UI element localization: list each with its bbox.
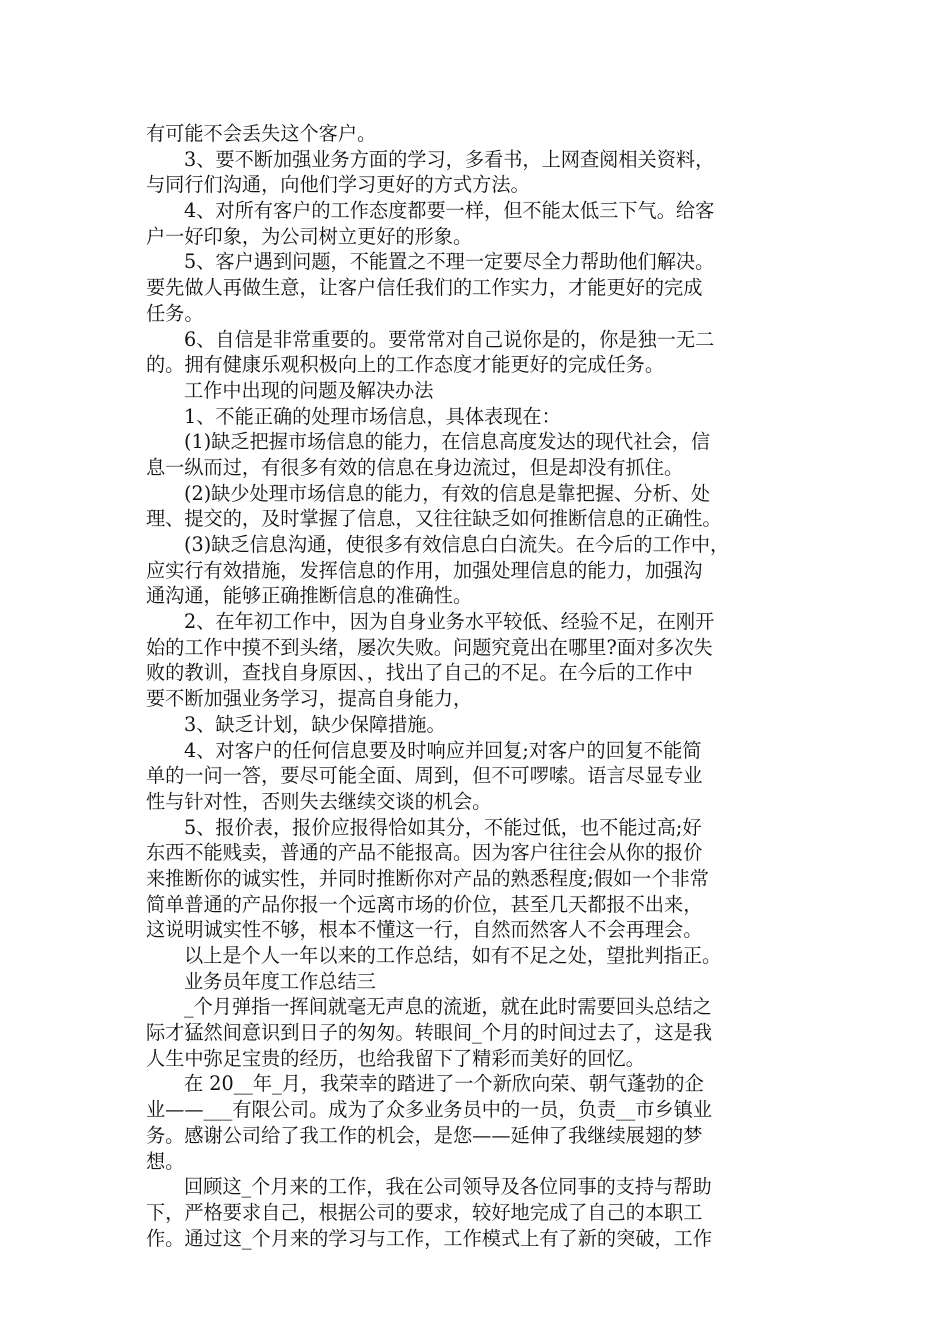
text-line: 始的工作中摸不到头绪，屡次失败。问题究竟出在哪里?面对多次失: [146, 635, 713, 659]
text-line: 5、客户遇到问题，不能置之不理一定要尽全力帮助他们解决。: [184, 250, 715, 274]
text-line: 东西不能贱卖，普通的产品不能报高。因为客户往往会从你的报价: [146, 841, 703, 865]
text-line: 以上是个人一年以来的工作总结，如有不足之处，望批判指正。: [184, 944, 722, 967]
text-line: 4、对所有客户的工作态度都要一样，但不能太低三下气。给客: [184, 199, 715, 223]
text-line: 5、报价表，报价应报得恰如其分，不能过低，也不能过高;好: [184, 815, 702, 839]
text-line: 单的一问一答，要尽可能全面、周到，但不可啰嗦。语言尽显专业: [146, 764, 703, 788]
document-body: [146, 121, 806, 1251]
text-line: 息一纵而过，有很多有效的信息在身边流过，但是却没有抓住。: [146, 455, 684, 479]
text-line: _个月弹指一挥间就毫无声息的流逝，就在此时需要回头总结之: [184, 995, 712, 1019]
text-line: 6、自信是非常重要的。要常常对自己说你是的，你是独一无二: [184, 327, 715, 351]
text-line: 应实行有效措施，发挥信息的作用，加强处理信息的能力，加强沟: [146, 558, 703, 582]
text-line: 业务员年度工作总结三: [184, 969, 376, 993]
text-line: 作。通过这_个月来的学习与工作，工作模式上有了新的突破，工作: [146, 1226, 713, 1250]
text-line: 理、提交的，及时掌握了信息，又往往缺乏如何推断信息的正确性。: [146, 507, 722, 531]
text-line: 简单普通的产品你报一个远离市场的价位，甚至几天都报不出来，: [146, 892, 703, 916]
text-line: 败的教训，查找自身原因、，找出了自己的不足。在今后的工作中: [146, 661, 693, 685]
text-line: (1)缺乏把握市场信息的能力，在信息高度发达的现代社会，信: [184, 430, 711, 454]
text-line: 这说明诚实性不够，根本不懂这一行，自然而然客人不会再理会。: [146, 918, 703, 942]
text-line: 通沟通，能够正确推断信息的准确性。: [146, 584, 473, 608]
text-line: 来推断你的诚实性，并同时推断你对产品的熟悉程度;假如一个非常: [146, 866, 709, 890]
text-line: (3)缺乏信息沟通，使很多有效信息白白流失。在今后的工作中，: [184, 533, 730, 556]
text-line: 有可能不会丢失这个客户。: [146, 122, 377, 145]
text-line: 际才猛然间意识到日子的匆匆。转眼间_个月的时间过去了，这是我: [146, 1021, 713, 1045]
text-line: 下，严格要求自己，根据公司的要求，较好地完成了自己的本职工: [146, 1200, 703, 1224]
text-line: 想。: [146, 1149, 185, 1173]
text-line: 户一好印象，为公司树立更好的形象。: [146, 224, 473, 248]
text-line: 2、在年初工作中，因为自身业务水平较低、经验不足，在刚开: [184, 610, 715, 634]
text-line: 的。拥有健康乐观积极向上的工作态度才能更好的完成任务。: [146, 353, 665, 377]
text-line: 3、要不断加强业务方面的学习，多看书，上网查阅相关资料，: [184, 147, 715, 171]
text-line: 性与针对性，否则失去继续交谈的机会。: [146, 789, 492, 813]
text-line: 与同行们沟通，向他们学习更好的方式方法。: [146, 173, 530, 197]
text-line: 业——___有限公司。成为了众多业务员中的一员，负责__市乡镇业: [146, 1098, 713, 1122]
text-line: (2)缺少处理市场信息的能力，有效的信息是靠把握、分析、处: [184, 481, 711, 505]
text-line: 4、对客户的任何信息要及时响应并回复;对客户的回复不能简: [184, 738, 702, 762]
text-line: 人生中弥足宝贵的经历，也给我留下了精彩而美好的回忆。: [146, 1046, 645, 1070]
text-line: 回顾这_个月来的工作，我在公司领导及各位同事的支持与帮助: [184, 1175, 712, 1199]
text-line: 工作中出现的问题及解决办法: [184, 378, 434, 402]
text-line: 在 20__年_月，我荣幸的踏进了一个新欣向荣、朝气蓬勃的企: [184, 1072, 704, 1096]
text-line: 1、不能正确的处理市场信息，具体表现在：: [184, 404, 561, 428]
text-line: 任务。: [146, 301, 204, 325]
text-line: 3、缺乏计划，缺少保障措施。: [184, 712, 446, 736]
text-line: 务。感谢公司给了我工作的机会，是您——延伸了我继续展翅的梦: [146, 1123, 703, 1147]
text-line: 要不断加强业务学习，提高自身能力，: [146, 687, 473, 711]
text-line: 要先做人再做生意，让客户信任我们的工作实力，才能更好的完成: [146, 276, 703, 300]
